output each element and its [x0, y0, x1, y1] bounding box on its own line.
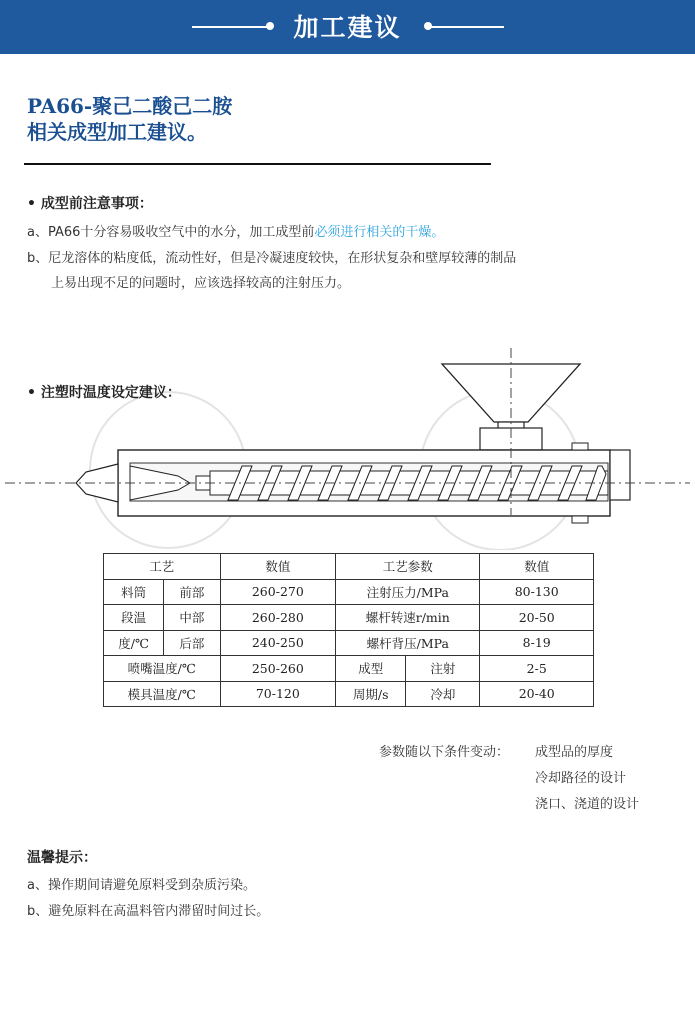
table-row	[104, 579, 594, 605]
cycle-injection-value: 2-5	[480, 656, 594, 682]
cycle-cooling-value: 20-40	[480, 681, 594, 707]
nozzle-temp-label: 喷嘴温度/℃	[104, 656, 221, 682]
heading-divider	[24, 163, 491, 165]
param-back-pressure: 螺杆背压/MPa	[336, 630, 480, 656]
header-banner	[0, 0, 695, 54]
pre-molding-item-b-line2: 上易出现不足的问题时，应该选择较高的注射压力。	[51, 276, 351, 291]
header-parameter: 工艺参数	[336, 554, 480, 580]
barrel-zone-rear-value: 240-250	[220, 630, 336, 656]
cycle-label-2: 周期/s	[336, 681, 406, 707]
pre-molding-title: • 成型前注意事项：	[27, 196, 153, 212]
cycle-label-1: 成型	[336, 656, 406, 682]
temperature-title: • 注塑时温度设定建议：	[27, 385, 181, 401]
table-header-row	[104, 554, 594, 580]
barrel-label-1: 料筒	[104, 579, 164, 605]
tip-item: b、避免原料在高温料管内滞留时间过长。	[27, 904, 270, 919]
barrel-zone-middle: 中部	[164, 605, 220, 631]
tips-title: 温馨提示：	[27, 850, 97, 866]
cycle-cooling: 冷却	[406, 681, 480, 707]
material-heading: PA66-聚己二酸己二胺	[27, 94, 233, 118]
process-parameter-table	[103, 553, 594, 707]
param-injection-pressure: 注射压力/MPa	[336, 579, 480, 605]
injection-machine-diagram	[0, 340, 695, 550]
barrel-zone-rear: 后部	[164, 630, 220, 656]
param-injection-pressure-value: 80-130	[480, 579, 594, 605]
pre-molding-item-b-line1: b、尼龙溶体的粘度低，流动性好，但是冷凝速度较快，在形状复杂和壁厚较薄的制品	[27, 251, 517, 266]
header-value: 数值	[220, 554, 336, 580]
banner-right-line	[428, 26, 504, 28]
condition-item: 成型品的厚度	[535, 745, 614, 760]
condition-item: 浇口、浇道的设计	[535, 797, 640, 812]
table-row	[104, 681, 594, 707]
param-back-pressure-value: 8-19	[480, 630, 594, 656]
conditions-label: 参数随以下条件变动：	[379, 745, 510, 760]
header-parameter-value: 数值	[480, 554, 594, 580]
cycle-injection: 注射	[406, 656, 480, 682]
header-process: 工艺	[104, 554, 221, 580]
param-screw-speed: 螺杆转速r/min	[336, 605, 480, 631]
barrel-zone-front: 前部	[164, 579, 220, 605]
barrel-zone-middle-value: 260-280	[220, 605, 336, 631]
table-row	[104, 656, 594, 682]
nozzle-temp-value: 250-260	[220, 656, 336, 682]
table-row	[104, 605, 594, 631]
barrel-label-2: 段温	[104, 605, 164, 631]
mold-temp-value: 70-120	[220, 681, 336, 707]
material-subheading: 相关成型加工建议。	[27, 120, 207, 144]
banner-title: 加工建议	[293, 13, 402, 42]
mold-temp-label: 模具温度/℃	[104, 681, 221, 707]
param-screw-speed-value: 20-50	[480, 605, 594, 631]
barrel-zone-front-value: 260-270	[220, 579, 336, 605]
barrel-label-3: 度/℃	[104, 630, 164, 656]
item-a-highlight: 必须进行相关的干燥。	[314, 225, 445, 240]
tip-item: a、操作期间请避免原料受到杂质污染。	[27, 878, 256, 893]
table-row	[104, 630, 594, 656]
item-a-text: a、PA66十分容易吸收空气中的水分，加工成型前	[27, 225, 315, 240]
pre-molding-item-a	[27, 221, 444, 240]
condition-item: 冷却路径的设计	[535, 771, 627, 786]
